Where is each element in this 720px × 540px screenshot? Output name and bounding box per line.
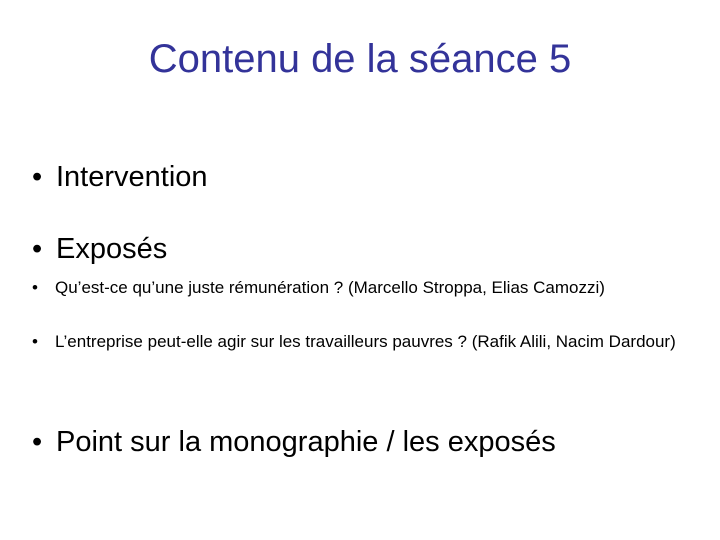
slide-title: Contenu de la séance 5 xyxy=(148,37,572,81)
sub-bullet-item-travailleurs-pauvres xyxy=(32,331,692,352)
bullet-icon: • xyxy=(32,426,43,458)
bullet-icon: • xyxy=(32,278,38,297)
bullet-icon: • xyxy=(32,332,38,351)
sub-bullet-item-remuneration xyxy=(32,277,692,298)
sub-bullet-text: L’entreprise peut-elle agir sur les travailleurs pauvres ? (Rafik Alili, Nacim Dardour) xyxy=(55,332,676,351)
bullet-text: Exposés xyxy=(56,233,168,265)
bullet-text: Point sur la monographie / les exposés xyxy=(56,426,556,458)
bullet-icon: • xyxy=(32,233,43,265)
bullet-icon: • xyxy=(32,161,43,193)
sub-bullet-text: Qu’est-ce qu’une juste rémunération ? (Marcello Stroppa, Elias Camozzi) xyxy=(55,278,605,297)
bullet-text: Intervention xyxy=(56,161,208,193)
